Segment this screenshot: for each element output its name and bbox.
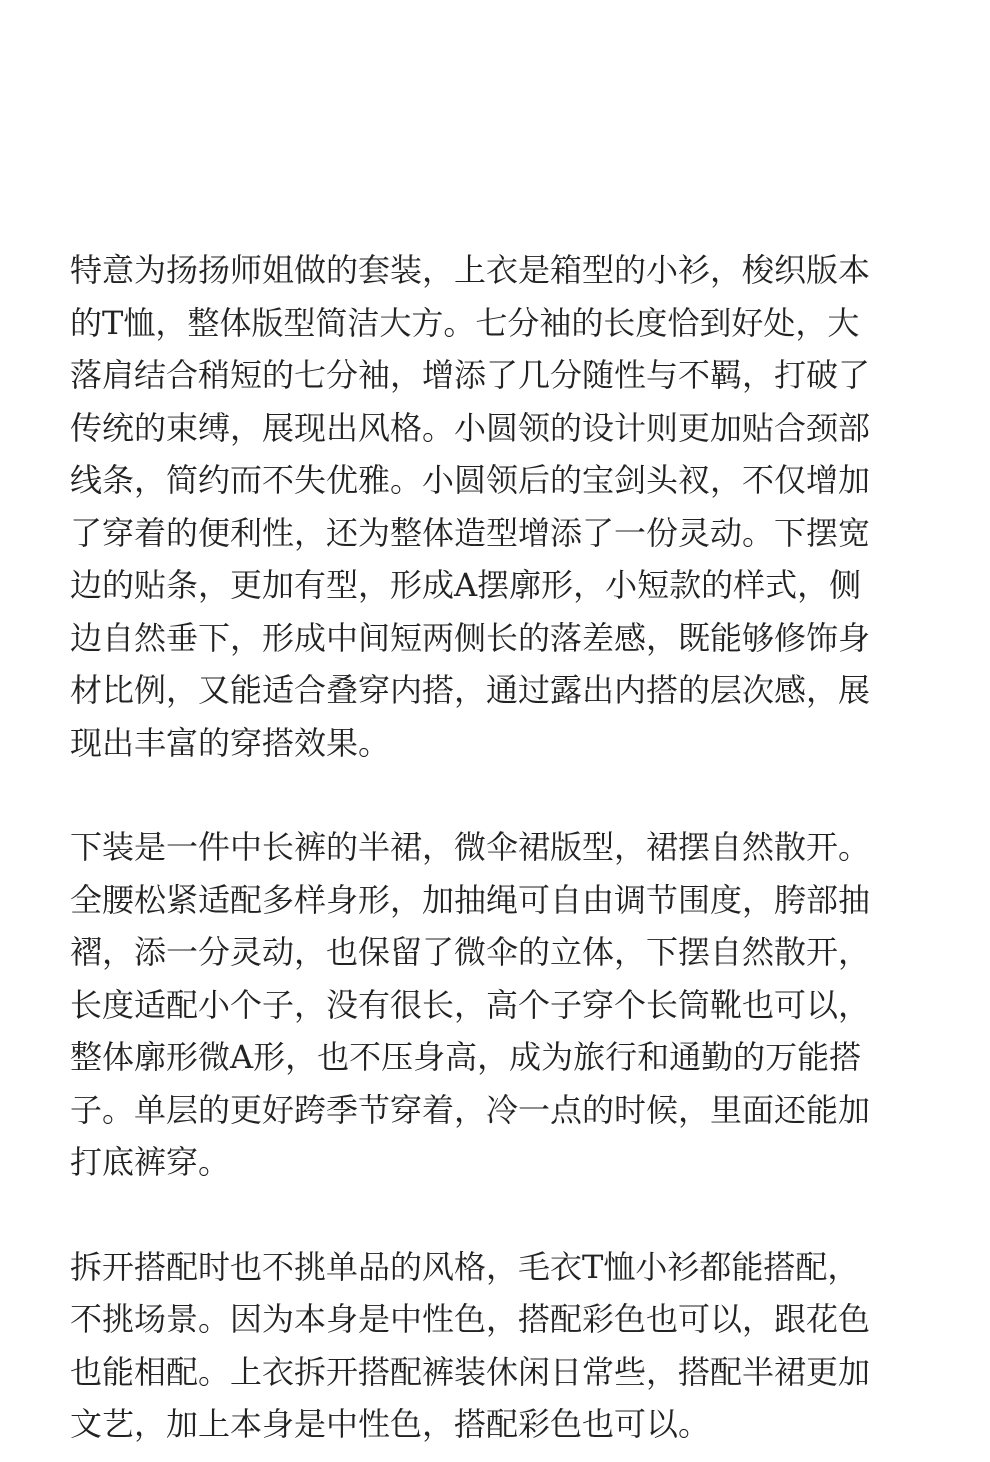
article-body <box>70 244 920 1451</box>
paragraph-top-description: 特意为扬扬师姐做的套装，上衣是箱型的小衫，梭织版本 的T恤，整体版型简洁大方。七分袖的长度恰到好处，大 落肩结合稍短的七分袖，增添了几分随性与不羁，打破了 传统的束缚，展现出风格。小圆领的设计则更加贴合颈部 线条，简约而不失优雅。小圆领后的宝剑头衩，不仅增加 了穿着的便利性，还为整体造型增添了一份灵动。下摆宽 边的贴条，更加有型，形成A摆廓形，小短款的样式，侧 边自然垂下，形成中间短两侧长的落差感，既能够修饰身 材比例，又能适合叠穿内搭，通过露出内搭的层次感，展 现出丰富的穿搭效果。 <box>70 251 871 762</box>
paragraph-styling-description: 拆开搭配时也不挑单品的风格，毛衣T恤小衫都能搭配， 不挑场景。因为本身是中性色，搭配彩色也可以，跟花色 也能相配。上衣拆开搭配裤装休闲日常些，搭配半裙更加 文艺，加上本身是中性色，搭配彩色也可以。 <box>70 1247 871 1443</box>
paragraph-skirt-description: 下装是一件中长裤的半裙，微伞裙版型，裙摆自然散开。 全腰松紧适配多样身形，加抽绳可自由调节围度，胯部抽 褶，添一分灵动，也保留了微伞的立体，下摆自然散开， 长度适配小个子，没有很长，高个子穿个长筒靴也可以， 整体廓形微A形，也不压身高，成为旅行和通勤的万能搭 子。单层的更好跨季节穿着，冷一点的时候，里面还能加 打底裤穿。 <box>70 828 871 1181</box>
